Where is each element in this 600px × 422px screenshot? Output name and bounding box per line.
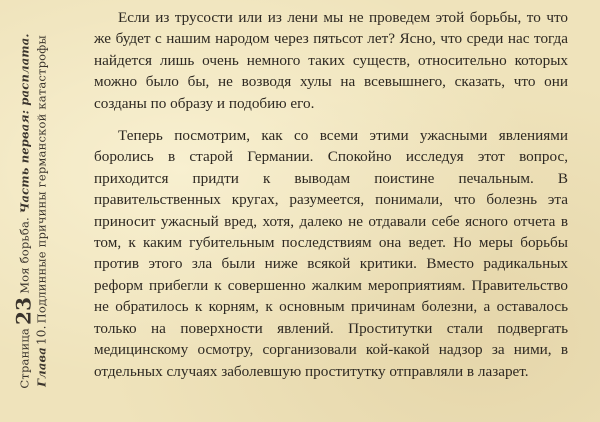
chapter-title: Подлинные причины германской катастрофы — [34, 35, 49, 324]
page-number: 23 — [11, 296, 36, 326]
book-title: Моя борьба. — [17, 217, 32, 294]
body-text — [94, 7, 568, 382]
paragraph: Теперь посмотрим, как со всеми этими ужасными явлениями боролись в старой Германии. Спокойно исследуя этот вопрос, приходится придти к выводам поистине печальным. В правительственных кругах, разумеется, понимали, что болезнь эта приносит ужасный вред, хотя, далеко не отдавали себе ясного отчета в том, к каким губительным последствиям она ведет. Но меры борьбы против этого зла были ниже всякой критики. Вместо радикальных реформ прибегли к совершенно жалким мероприятиям. Правительство не обратилось к корням, к основным причинам болезни, а оставалось только на поверхности явлений. Проститутки стали подвергать медицинскому осмотру, сорганизовали кой-какой надзор за ними, в отдельных случаях заболевшую проститутку отправляли в лазарет. — [94, 127, 568, 380]
part-title: Часть первая: расплата. — [17, 33, 32, 214]
margin-running-header — [13, 11, 50, 411]
margin-line-page — [13, 11, 36, 411]
margin-strip — [0, 0, 62, 422]
margin-line-chapter — [36, 11, 50, 411]
paragraph: Если из трусости или из лени мы не проведем этой борьбы, то что же будет с нашим народом через пятьсот лет? Ясно, что среди нас тогда найдется лишь очень немного таких существ, относительно которых можно было бы, не возводя хулы на всевышнего, сказать, что они созданы по образу и подобию его. — [94, 9, 568, 112]
chapter-word: Глава — [34, 347, 49, 387]
page-word: Страница — [17, 328, 32, 389]
chapter-number: 10. — [34, 325, 49, 346]
